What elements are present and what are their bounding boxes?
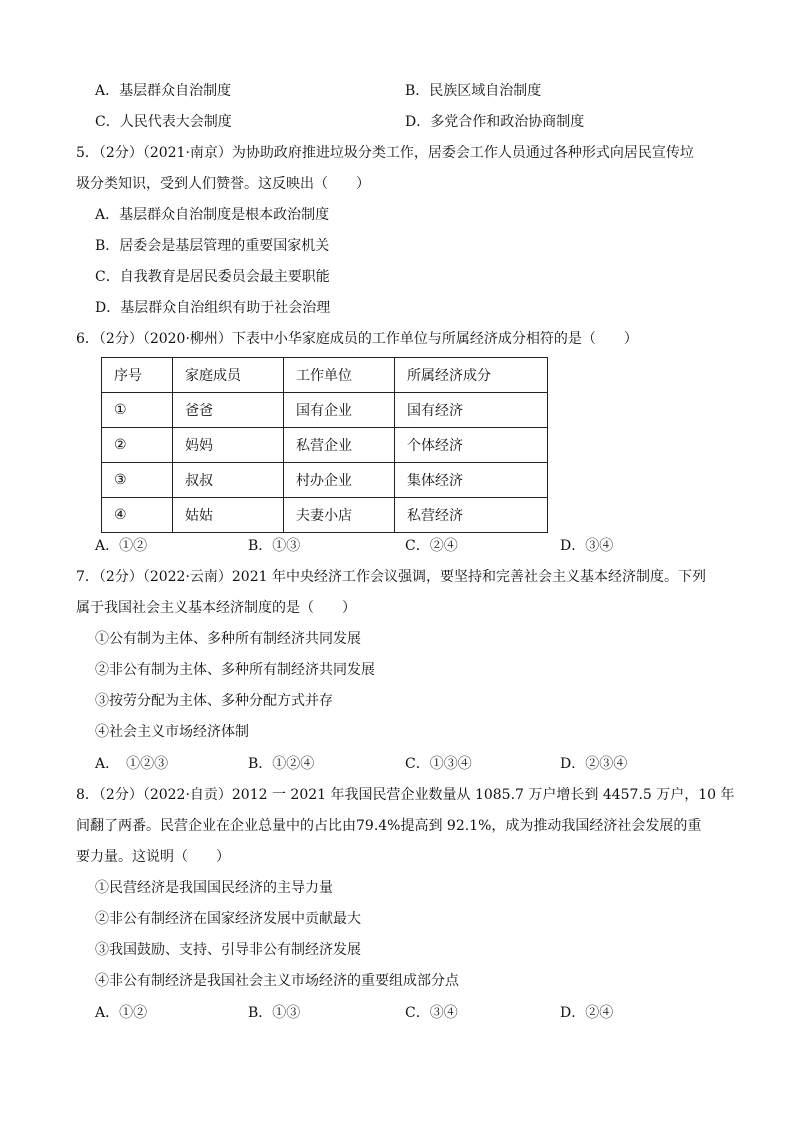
q6-stem-line1: 6．（2分）（2020·柳州）下表中小华家庭成员的工作单位与所属经济成分相符的是（ ） <box>76 331 638 347</box>
q7-statement-3: ③按劳分配为主体、多种分配方式并存 <box>95 693 333 709</box>
table-cell: 集体经济 <box>395 463 548 498</box>
q8-option-b: B．①③ <box>248 1005 301 1021</box>
q6-option-b: B．①③ <box>248 538 301 554</box>
q8-option-d: D．②④ <box>560 1005 614 1021</box>
table-header-row <box>102 358 548 393</box>
table-cell: 国有企业 <box>284 393 395 428</box>
q7-option-c: C．①③④ <box>405 756 472 772</box>
table-cell: 夫妻小店 <box>284 498 395 533</box>
q4-option-d: D．多党合作和政治协商制度 <box>405 114 585 130</box>
table-row <box>102 393 548 428</box>
q5-option-a: A．基层群众自治制度是根本政治制度 <box>95 207 330 223</box>
q8-stem-line3: 要力量。这说明（ ） <box>76 849 230 865</box>
table-cell: 个体经济 <box>395 428 548 463</box>
table-cell: ① <box>102 393 173 428</box>
table-header-cell: 工作单位 <box>284 358 395 393</box>
table-header-cell: 序号 <box>102 358 173 393</box>
table-cell: ③ <box>102 463 173 498</box>
table-cell: 姑姑 <box>173 498 284 533</box>
q8-stem-line2: 间翻了两番。民营企业在企业总量中的占比由79.4%提高到 92.1%，成为推动我国经济社会发展的重 <box>76 818 702 834</box>
q5-option-d: D．基层群众自治组织有助于社会治理 <box>95 300 331 316</box>
table-row <box>102 428 548 463</box>
q7-option-d: D．②③④ <box>560 756 628 772</box>
table-cell: ④ <box>102 498 173 533</box>
q5-option-b: B．居委会是基层管理的重要国家机关 <box>95 238 330 254</box>
q7-statement-2: ②非公有制为主体、多种所有制经济共同发展 <box>95 662 375 678</box>
table-cell: 爸爸 <box>173 393 284 428</box>
q7-stem-line1: 7．（2分）（2022·云南）2021 年中央经济工作会议强调，要坚持和完善社会主义基本经济制度。下列 <box>76 569 706 585</box>
table-cell: 妈妈 <box>173 428 284 463</box>
q8-option-c: C．③④ <box>405 1005 458 1021</box>
q7-stem-line2: 属于我国社会主义基本经济制度的是（ ） <box>76 600 356 616</box>
q5-stem-line2: 圾分类知识，受到人们赞誉。这反映出（ ） <box>76 176 370 192</box>
q7-option-a: A． ①②③ <box>95 756 169 772</box>
table-header-cell: 所属经济成分 <box>395 358 548 393</box>
q8-statement-1: ①民营经济是我国国民经济的主导力量 <box>95 880 333 896</box>
q5-stem-line1: 5．（2分）（2021·南京）为协助政府推进垃圾分类工作，居委会工作人员通过各种形式向居民宣传垃 <box>76 145 694 161</box>
table-row <box>102 498 548 533</box>
q7-option-b: B．①②④ <box>248 756 315 772</box>
q6-option-c: C．②④ <box>405 538 458 554</box>
q5-option-c: C．自我教育是居民委员会最主要职能 <box>95 269 330 285</box>
table-cell: 私营企业 <box>284 428 395 463</box>
q7-statement-4: ④社会主义市场经济体制 <box>95 724 249 740</box>
family-table <box>101 357 548 533</box>
table-row <box>102 463 548 498</box>
table-cell: 国有经济 <box>395 393 548 428</box>
table-cell: 村办企业 <box>284 463 395 498</box>
q7-statement-1: ①公有制为主体、多种所有制经济共同发展 <box>95 631 361 647</box>
table-cell: 叔叔 <box>173 463 284 498</box>
q8-option-a: A．①② <box>95 1005 148 1021</box>
q4-option-c: C．人民代表大会制度 <box>95 114 232 130</box>
table-header-cell: 家庭成员 <box>173 358 284 393</box>
table-cell: ② <box>102 428 173 463</box>
q4-option-b: B．民族区域自治制度 <box>405 83 542 99</box>
q8-statement-4: ④非公有制经济是我国社会主义市场经济的重要组成部分点 <box>95 973 459 989</box>
q6-option-d: D．③④ <box>560 538 614 554</box>
q8-stem-line1: 8．（2分）（2022·自贡）2012 一 2021 年我国民营企业数量从 1085.7 万户增长到 4457.5 万户，10 年 <box>76 787 735 803</box>
q6-option-a: A．①② <box>95 538 148 554</box>
table-cell: 私营经济 <box>395 498 548 533</box>
q8-statement-2: ②非公有制经济在国家经济发展中贡献最大 <box>95 911 361 927</box>
q4-option-a: A．基层群众自治制度 <box>95 83 232 99</box>
q8-statement-3: ③我国鼓励、支持、引导非公有制经济发展 <box>95 942 361 958</box>
